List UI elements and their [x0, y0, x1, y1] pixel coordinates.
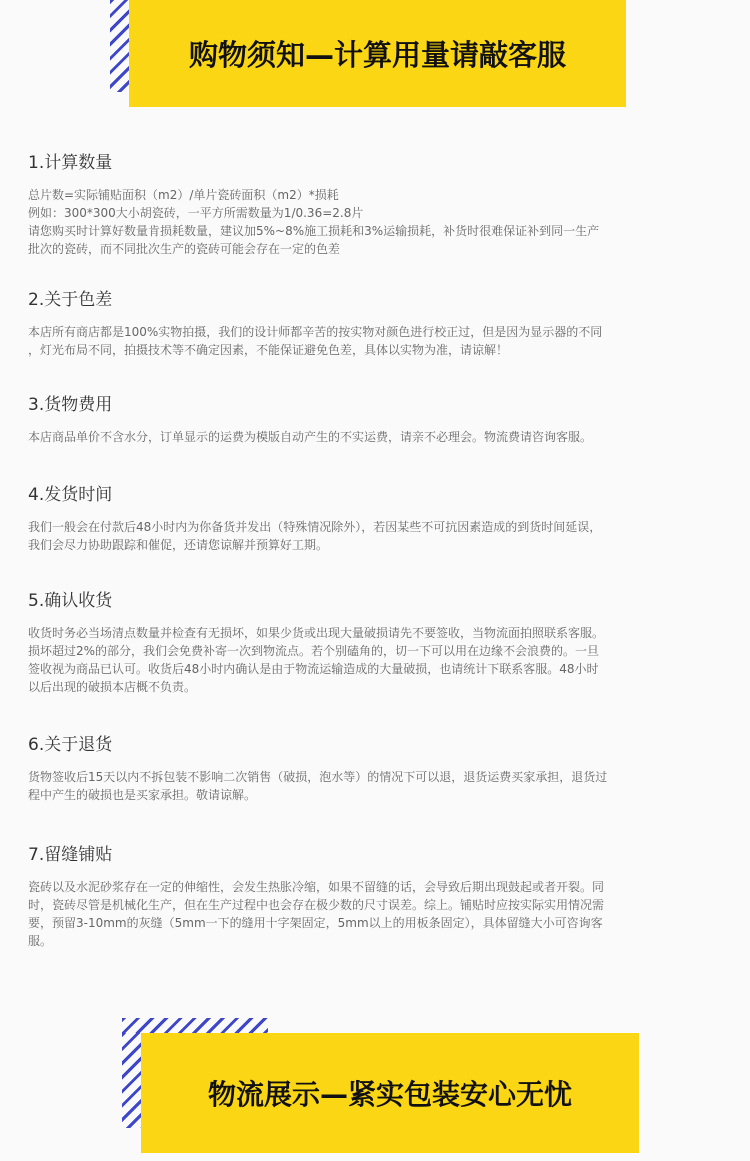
- section-shipping-cost: [28, 395, 718, 446]
- section-delivery-time: [28, 485, 718, 554]
- section-body: [28, 768, 718, 804]
- section-line: 要，预留3-10mm的灰缝（5mm一下的缝用十字架固定，5mm以上的用板条固定），具体留缝大小可咨询客: [28, 916, 603, 931]
- section-title: 5.确认收货: [28, 591, 113, 611]
- section-grout-joints: [28, 845, 718, 950]
- section-line: ，灯光布局不同，拍摄技术等不确定因素，不能保证避免色差，具体以实物为准，请谅解！: [28, 343, 509, 358]
- section-title: 3.货物费用: [28, 395, 113, 415]
- top-banner-title: 购物须知—计算用量请敲客服: [188, 38, 566, 72]
- section-line: 批次的瓷砖，而不同批次生产的瓷砖可能会存在一定的色差: [28, 242, 341, 257]
- section-calculate-quantity: [28, 153, 718, 258]
- section-line: 本店商品单价不含水分，订单显示的运费为模版自动产生的不实运费，请亲不必理会。物流费请咨询客服。: [28, 430, 593, 445]
- section-title: 6.关于退货: [28, 735, 113, 755]
- section-title: 4.发货时间: [28, 485, 113, 505]
- section-body: [28, 624, 718, 696]
- section-line: 以后出现的破损本店概不负责。: [28, 680, 197, 695]
- section-line: 服。: [28, 934, 53, 949]
- section-body: [28, 428, 718, 446]
- section-line: 例如：300*300大小胡瓷砖，一平方所需数量为1/0.36=2.8片: [28, 206, 364, 221]
- decorative-stripes: [122, 1033, 141, 1128]
- section-body: [28, 518, 718, 554]
- section-line: 总片数=实际铺贴面积（m2）/单片瓷砖面积（m2）*损耗: [28, 188, 339, 203]
- section-line: 货物签收后15天以内不拆包装不影响二次销售（破损，泡水等）的情况下可以退，退货运费买家承担，退货过: [28, 770, 608, 785]
- section-line: 时，瓷砖尽管是机械化生产，但在生产过程中也会存在极少数的尺寸误差。综上。铺贴时应按实际实用情况需: [28, 898, 605, 913]
- decorative-stripes: [122, 1018, 268, 1033]
- section-color-difference: [28, 290, 718, 359]
- section-line: 我们会尽力协助跟踪和催促，还请您谅解并预算好工期。: [28, 538, 329, 553]
- section-returns: [28, 735, 718, 804]
- section-line: 本店所有商店都是100%实物拍摄，我们的设计师都辛苦的按实物对颜色进行校正过，但是因为显示器的不同: [28, 325, 603, 340]
- top-banner: [129, 0, 626, 107]
- bottom-banner: [141, 1033, 639, 1153]
- section-line: 我们一般会在付款后48小时内为你备货并发出（特殊情况除外），若因某些不可抗因素造成的到货时间延误，: [28, 520, 602, 535]
- section-line: 损坏超过2%的部分，我们会免费补寄一次到物流点。若个别磕角的，切一下可以用在边缘不会浪费的。一旦: [28, 644, 600, 659]
- section-confirm-receipt: [28, 591, 718, 696]
- section-line: 签收视为商品已认可。收货后48小时内确认是由于物流运输造成的大量破损，也请统计下联系客服。48小时: [28, 662, 599, 677]
- section-line: 程中产生的破损也是买家承担。敬请谅解。: [28, 788, 257, 803]
- section-body: [28, 186, 718, 258]
- section-body: [28, 878, 718, 950]
- section-title: 1.计算数量: [28, 153, 113, 173]
- decorative-stripes: [110, 0, 129, 92]
- section-title: 7.留缝铺贴: [28, 845, 113, 865]
- section-body: [28, 323, 718, 359]
- bottom-banner-title: 物流展示—紧实包装安心无忧: [207, 1078, 572, 1111]
- section-line: 收货时务必当场清点数量并检查有无损坏，如果少货或出现大量破损请先不要签收，当物流面拍照联系客服。: [28, 626, 605, 641]
- section-line: 瓷砖以及水泥砂浆存在一定的伸缩性，会发生热胀冷缩，如果不留缝的话，会导致后期出现鼓起或者开裂。同: [28, 880, 605, 895]
- section-title: 2.关于色差: [28, 290, 113, 310]
- section-line: 请您购买时计算好数量肯损耗数量，建议加5%~8%施工损耗和3%运输损耗，补货时很难保证补到同一生产: [28, 224, 600, 239]
